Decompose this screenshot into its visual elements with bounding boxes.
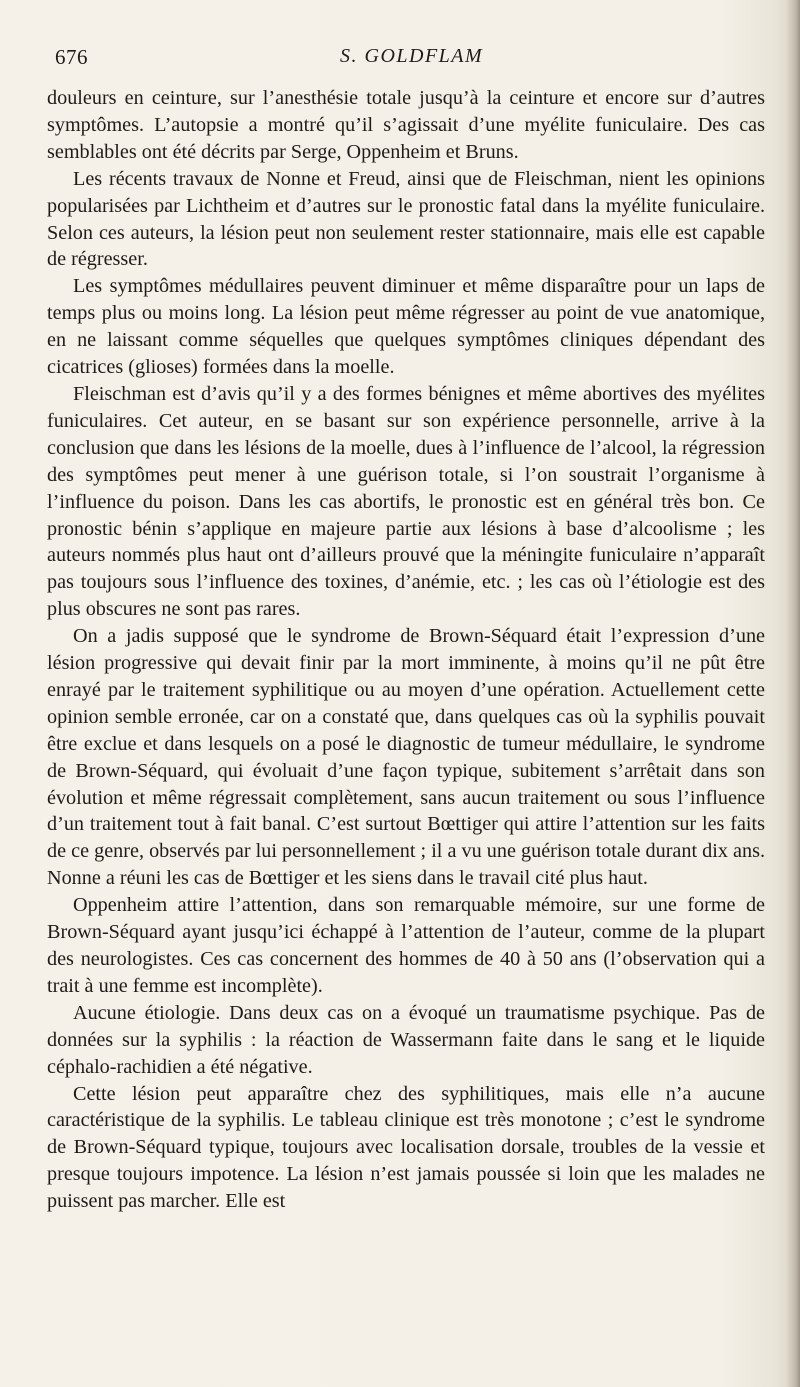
page-edge-shadow [786, 0, 800, 1387]
paragraph: Aucune étiologie. Dans deux cas on a évoqué un traumatisme psychique. Pas de données sur la syphilis : la réaction de Wassermann faite dans le sang et le liquide céphalo-rachidien a été négative. [47, 1001, 765, 1078]
running-head [55, 45, 767, 75]
running-title: S. GOLDFLAM [340, 45, 484, 67]
paragraph: Les symptômes médullaires peuvent diminuer et même disparaître pour un laps de temps plus ou moins long. La lésion peut même régresser au point de vue anatomique, en ne laissant comme séquelles que quelques symptômes cliniques dépendant des cicatrices (glioses) formées dans la moelle. [47, 275, 765, 379]
paragraph-continuation: douleurs en ceinture, sur l’anesthésie totale jusqu’à la ceinture et encore sur d’autres symptômes. L’autopsie a montré qu’il s’agissait d’une myélite funiculaire. Des cas semblables ont été décrits par Serge, Oppenheim et Bruns. [47, 87, 765, 163]
paragraph: On a jadis supposé que le syndrome de Brown-Séquard était l’expression d’une lésion progressive qui devait finir par la mort imminente, à moins qu’il ne pût être enrayé par le traitement syphilitique ou au moyen d’une opération. Actuellement cette opinion semble erronée, car on a constaté que, dans quelques cas où la syphilis pouvait être exclue et dans lesquels on a posé le diagnostic de tumeur médullaire, le syndrome de Brown-Séquard, qui évoluait d’une façon typique, subitement s’arrêtait dans son évolution et même régressait complètement, sans aucun traitement ou sous l’influence d’un traitement tout à fait banal. C’est surtout Bœttiger qui attire l’attention sur les faits de ce genre, observés par lui personnellement ; il a vu une guérison totale durant dix ans. Nonne a réuni les cas de Bœttiger et les siens dans le travail cité plus haut. [47, 625, 765, 890]
paragraph: Fleischman est d’avis qu’il y a des formes bénignes et même abortives des myélites funiculaires. Cet auteur, en se basant sur son expérience personnelle, arrive à la conclusion que dans les lésions de la moelle, dues à l’influence de l’alcool, la régression des symptômes peut mener à une guérison totale, si l’on soustrait l’organisme à l’influence du poison. Dans les cas abortifs, le pronostic est en général très bon. Ce pronostic bénin s’applique en majeure partie aux lésions à base d’alcoolisme ; les auteurs nommés plus haut ont d’ailleurs prouvé que la méningite funiculaire n’apparaît pas toujours sous l’influence des toxines, d’anémie, etc. ; les cas où l’étiologie est des plus obscures ne sont pas rares. [47, 382, 765, 621]
paragraph: Les récents travaux de Nonne et Freud, ainsi que de Fleischman, nient les opinions popularisées par Lichtheim et d’autres sur le pronostic fatal dans la myélite funiculaire. Selon ces auteurs, la lésion peut non seulement rester stationnaire, mais elle est capable de régresser. [47, 167, 765, 271]
paragraph: Cette lésion peut apparaître chez des syphilitiques, mais elle n’a aucune caractéristique de la syphilis. Le tableau clinique est très monotone ; c’est le syndrome de Brown-Séquard typique, toujours avec localisation dorsale, troubles de la vessie et presque toujours impotence. La lésion n’est jamais poussée si loin que les malades ne puissent pas marcher. Elle est [47, 1082, 765, 1213]
body-text [47, 85, 765, 1215]
paragraph: Oppenheim attire l’attention, dans son remarquable mémoire, sur une forme de Brown-Séquard ayant jusqu’ici échappé à l’attention de l’auteur, comme de la plupart des neurologistes. Ces cas concernent des hommes de 40 à 50 ans (l’observation qui a trait à une femme est incomplète). [47, 894, 765, 997]
page-number: 676 [55, 45, 88, 69]
